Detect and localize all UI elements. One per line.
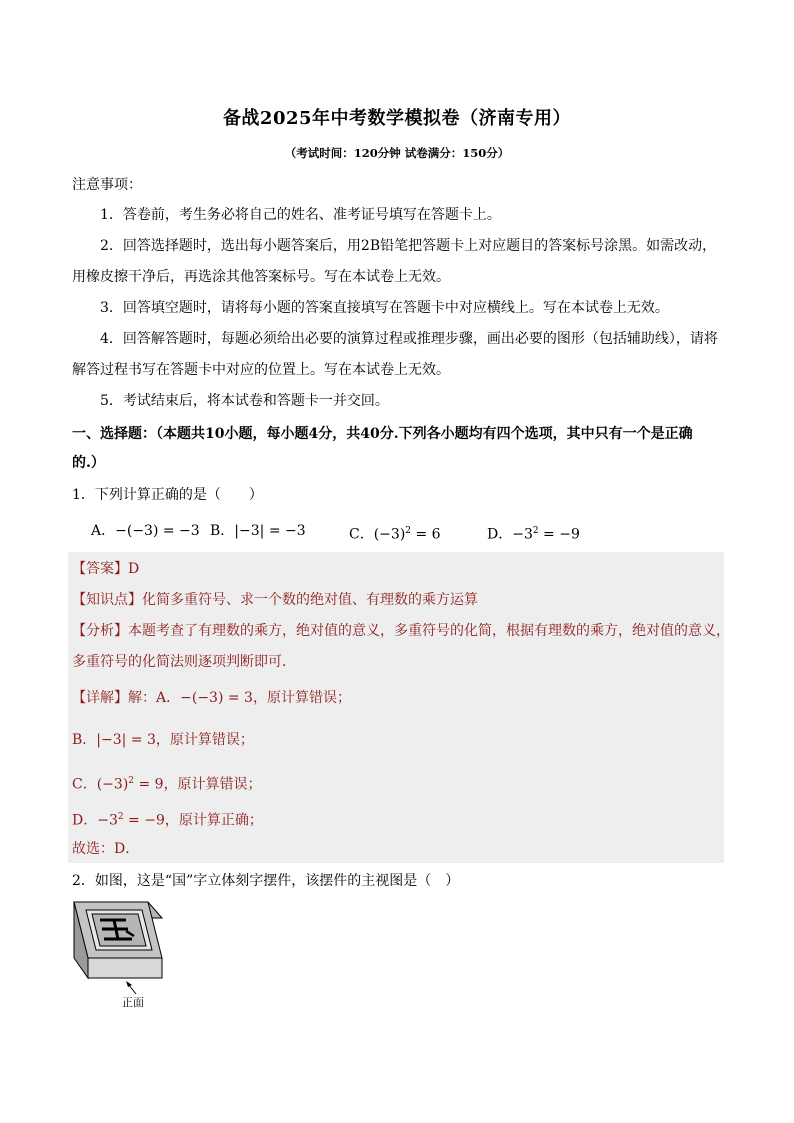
question-1-stem: 1．下列计算正确的是（ ） xyxy=(72,487,263,503)
figure-front-label: 正面 xyxy=(122,996,144,1009)
answer-tag: 【答案】 xyxy=(72,561,128,577)
knowledge-text: 化简多重符号、求一个数的绝对值、有理数的乘方运算 xyxy=(142,592,478,608)
answer-value: D xyxy=(128,561,140,577)
detail-d-rest: = −9 xyxy=(123,812,165,829)
notice-item-2-cont: 用橡皮擦干净后，再选涂其他答案标号。写在本试卷上无效。 xyxy=(72,269,450,285)
detail-a-expr: −(−3) = 3 xyxy=(180,690,253,706)
section-heading: 一、选择题：（本题共10小题，每小题4分，共40分.下列各小题均有四个选项，其中只有一个是正确 xyxy=(72,426,693,442)
knowledge-line xyxy=(72,590,724,610)
exam-info: （考试时间：120分钟 试卷满分：150分） xyxy=(284,146,510,160)
detail-a-suffix: ，原计算错误； xyxy=(252,690,351,706)
q1-option-c xyxy=(349,521,441,545)
notice-item-4-cont: 解答过程书写在答题卡中对应的位置上。写在本试卷上无效。 xyxy=(72,362,450,378)
knowledge-tag: 【知识点】 xyxy=(72,592,142,608)
q1-option-b xyxy=(210,521,306,541)
analysis-line-2: 多重符号的化简法则逐项判断即可． xyxy=(72,654,296,670)
detail-c-suffix: ，原计算错误； xyxy=(163,776,262,793)
detail-c-rest: = 9 xyxy=(134,776,164,793)
detail-c-exponent: 2 xyxy=(128,776,135,786)
carved-character-figure xyxy=(70,898,170,1010)
notice-item-5: 5．考试结束后，将本试卷和答题卡一并交回。 xyxy=(100,393,389,409)
detail-tag: 【详解】 xyxy=(72,690,128,706)
q1-option-a-expr: −(−3) = −3 xyxy=(115,523,200,539)
detail-line-d xyxy=(72,807,724,831)
q1-option-d-exponent: 2 xyxy=(532,526,539,536)
notice-item-1: 1．答卷前，考生务必将自己的姓名、准考证号填写在答题卡上。 xyxy=(100,207,501,223)
q1-option-c-base: (−3) xyxy=(373,526,406,543)
analysis-tag: 【分析】 xyxy=(72,623,128,639)
detail-d-exponent: 2 xyxy=(117,812,124,822)
detail-d-suffix: ，原计算正确； xyxy=(164,812,263,829)
notice-item-4: 4．回答解答题时，每题必须给出必要的演算过程或推理步骤，画出必要的图形（包括辅助线），请将 xyxy=(100,331,718,347)
q1-option-a xyxy=(91,521,200,541)
detail-b-suffix: ，原计算错误； xyxy=(155,732,254,748)
notice-item-3: 3．回答填空题时，请将每小题的答案直接填写在答题卡中对应横线上。写在本试卷上无效。 xyxy=(100,300,669,316)
page-title: 备战2025年中考数学模拟卷（济南专用） xyxy=(222,108,572,129)
section-heading-cont: 的.） xyxy=(72,455,105,471)
detail-c-prefix: C． xyxy=(72,776,97,793)
detail-c-base: (−3) xyxy=(96,776,129,793)
q1-option-b-expr: |−3| = −3 xyxy=(234,523,306,539)
detail-a-prefix: 解：A． xyxy=(128,690,181,706)
q1-option-d xyxy=(487,521,580,545)
detail-b-prefix: B． xyxy=(72,732,97,748)
detail-line-a xyxy=(72,688,724,708)
detail-line-c xyxy=(72,771,724,795)
analysis-text: 本题考查了有理数的乘方，绝对值的意义，多重符号的化简，根据有理数的乘方，绝对值的意义， xyxy=(128,623,730,639)
q1-option-c-rest: = 6 xyxy=(411,526,441,543)
detail-d-prefix: D． xyxy=(72,812,98,829)
q1-option-d-label: D． xyxy=(487,526,513,543)
conclusion-line: 故选：D． xyxy=(72,841,140,857)
q1-option-c-exponent: 2 xyxy=(405,526,412,536)
detail-line-b xyxy=(72,730,724,750)
q1-option-c-label: C． xyxy=(349,526,374,543)
analysis-line-1 xyxy=(72,621,730,641)
notice-item-2: 2．回答选择题时，选出每小题答案后，用2B铅笔把答题卡上对应题目的答案标号涂黑。如需改动， xyxy=(100,238,717,254)
detail-b-expr: |−3| = 3 xyxy=(96,732,156,748)
question-2-stem: 2．如图，这是“国”字立体刻字摆件，该摆件的主视图是（ ） xyxy=(72,873,460,889)
q1-option-b-label: B． xyxy=(210,523,235,539)
notice-heading: 注意事项： xyxy=(72,177,142,193)
q1-option-d-rest: = −9 xyxy=(538,526,580,543)
q1-option-a-label: A． xyxy=(91,523,116,539)
q1-option-d-base: −3 xyxy=(512,526,533,543)
answer-line xyxy=(72,559,724,579)
detail-d-base: −3 xyxy=(97,812,118,829)
